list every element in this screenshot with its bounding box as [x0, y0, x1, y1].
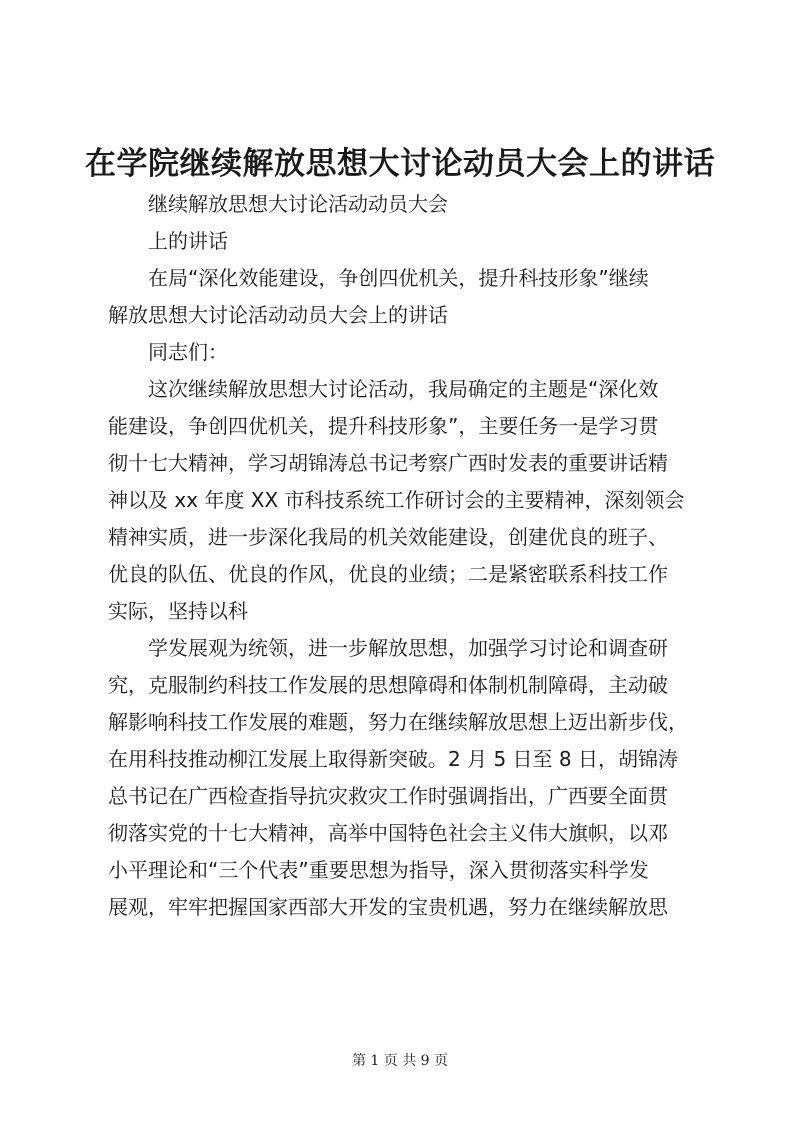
body-line: 展观，牢牢把握国家西部大开发的宝贵机遇，努力在继续解放思 [108, 895, 668, 919]
body-line: 总书记在广西检查指导抗灾救灾工作时强调指出，广西要全面贯 [108, 784, 668, 808]
body-line: 同志们： [148, 340, 228, 364]
body-line: 小平理论和“三个代表”重要思想为指导，深入贯彻落实科学发 [108, 858, 649, 882]
body-line: 彻落实党的十七大精神，高举中国特色社会主义伟大旗帜，以邓 [108, 821, 668, 845]
body-line: 解放思想大讨论活动动员大会上的讲话 [108, 303, 448, 327]
body-line: 究，克服制约科技工作发展的思想障碍和体制机制障碍，主动破 [108, 673, 668, 697]
body-line: 在用科技推动柳江发展上取得新突破。2 月 5 日至 8 日，胡锦涛 [108, 747, 678, 771]
body-line: 优良的队伍、优良的作风，优良的业绩；二是紧密联系科技工作 [108, 562, 668, 586]
body-line: 实际，坚持以科 [108, 599, 248, 623]
page-number-footer: 第 1 页 共 9 页 [351, 1053, 449, 1069]
document-body [108, 186, 708, 926]
body-line: 精神实质，进一步深化我局的机关效能建设，创建优良的班子、 [108, 525, 668, 549]
body-line: 神以及 xx 年度 XX 市科技系统工作研讨会的主要精神，深刻领会 [108, 488, 685, 512]
body-line: 这次继续解放思想大讨论活动，我局确定的主题是“深化效 [148, 377, 659, 401]
body-line: 继续解放思想大讨论活动动员大会 [148, 192, 448, 216]
body-line: 解影响科技工作发展的难题，努力在继续解放思想上迈出新步伐， [108, 710, 688, 734]
document-title: 在学院继续解放思想大讨论动员大会上的讲话 [85, 146, 715, 182]
body-line: 能建设，争创四优机关，提升科技形象”，主要任务一是学习贯 [108, 414, 659, 438]
body-line: 上的讲话 [148, 229, 228, 253]
body-line: 学发展观为统领，进一步解放思想，加强学习讨论和调查研 [148, 636, 668, 660]
body-line: 彻十七大精神，学习胡锦涛总书记考察广西时发表的重要讲话精 [108, 451, 668, 475]
body-line: 在局“深化效能建设，争创四优机关，提升科技形象”继续 [148, 266, 649, 290]
